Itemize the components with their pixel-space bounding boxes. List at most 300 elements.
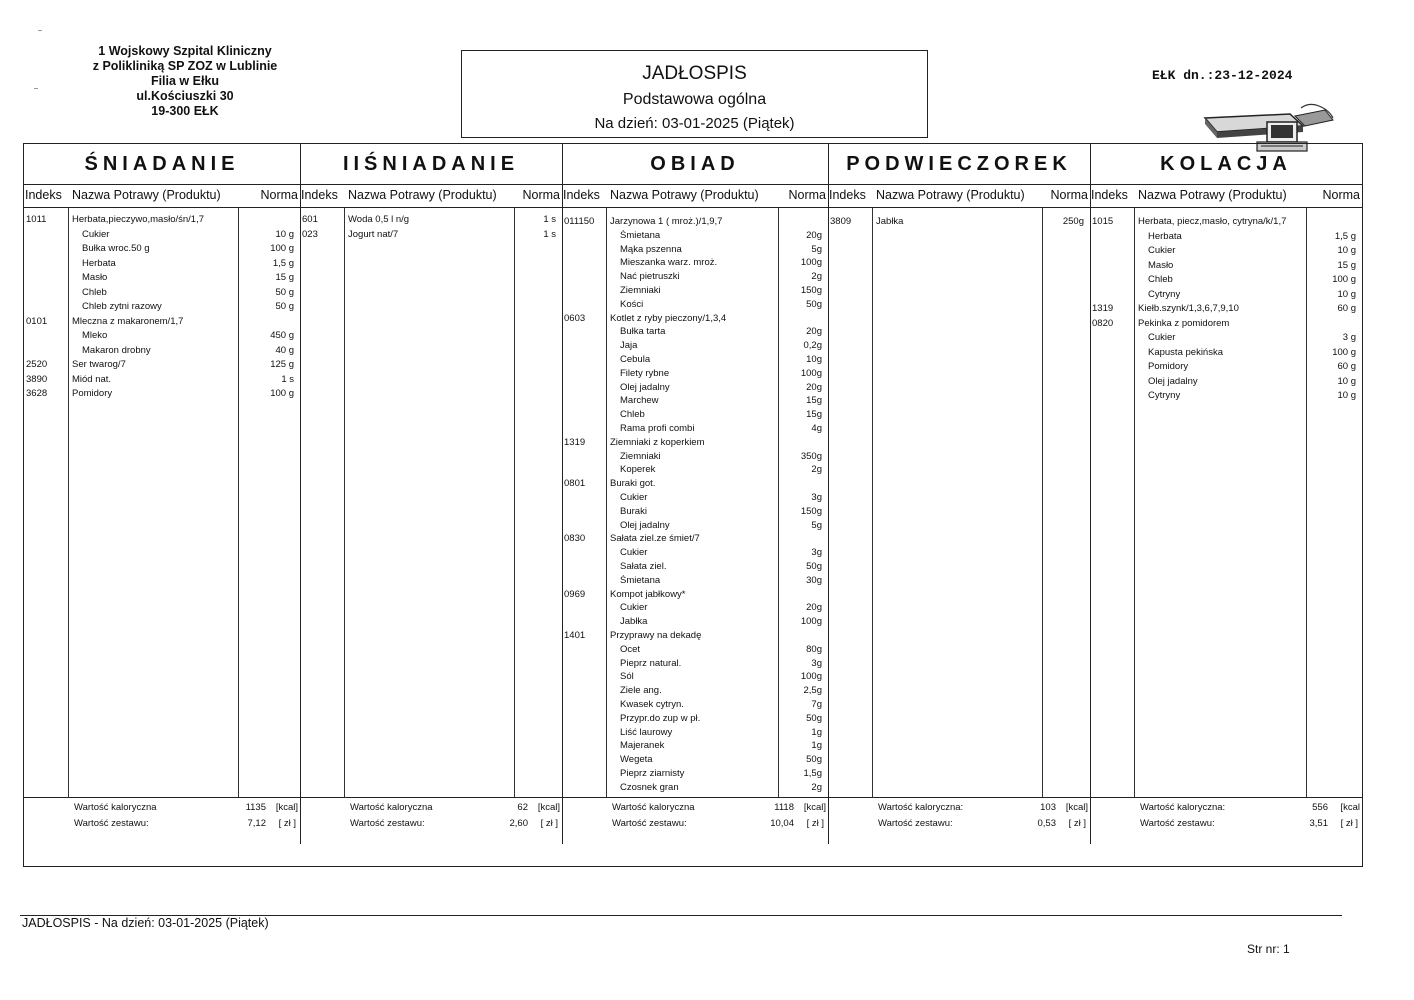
name-header: Nazwa Potrawy (Produktu) [348,188,497,202]
menu-item-row [562,547,828,561]
meal-items [1090,208,1362,798]
item-norm: 50g [806,561,822,572]
menu-item-row [562,230,828,244]
column-header-row [1090,185,1362,208]
menu-item-row [562,271,828,285]
menu-item-row [1090,216,1362,230]
menu-item-row [562,630,828,644]
kcal-value: 62 [517,802,528,813]
menu-item-row [562,285,828,299]
item-norm: 20g [806,381,822,393]
menu-item-row [1090,361,1362,375]
item-name: Olej jadalny [620,519,670,531]
item-norm: 80g [806,643,822,655]
item-name: Śmietana [620,574,661,586]
column-divider [872,208,873,798]
kcal-unit: [kcal] [537,802,560,813]
meal-items [300,208,562,798]
cost-unit: [ zł ] [540,818,558,829]
item-name: Jabłka [620,616,648,628]
kcal-value: 1135 [245,802,266,813]
menu-item-row [562,754,828,768]
kcal-unit: [kcal] [275,802,298,813]
item-name: Kompot jabłkowy* [610,588,686,600]
column-divider [344,208,345,798]
item-name: Pieprz ziarnisty [620,768,685,779]
item-name: Kotlet z ryby pieczony/1,3,4 [610,312,727,324]
menu-item-row [1090,231,1362,245]
item-norm: 100 g [1332,346,1356,358]
menu-item-row [24,243,300,257]
item-norm: 20g [806,326,822,338]
item-norm: 2g [811,464,822,476]
norm-header: Norma [1322,188,1360,202]
item-norm: 1,5 g [1334,230,1356,242]
meal-title: IIŚNIADANIE [300,144,562,185]
item-index: 0603 [564,312,586,324]
menu-item-row [562,533,828,547]
item-name: Nać pietruszki [620,271,680,283]
item-name: Masło [1148,259,1174,271]
index-header: Indeks [1091,188,1128,202]
menu-date: Na dzień: 03-01-2025 (Piątek) [594,115,795,132]
item-name: Ziele ang. [620,685,662,697]
item-name: Kiełb.szynk/1,3,6,7,9,10 [1138,303,1239,314]
item-norm: 125 g [270,359,294,370]
menu-item-row [562,368,828,382]
kcal-label: Wartość kaloryczna [350,802,433,813]
name-header: Nazwa Potrawy (Produktu) [610,188,759,202]
meal-column [1090,144,1362,866]
cost-value: 7,12 [247,818,266,829]
menu-item-row [562,520,828,534]
item-name: Ziemniaki [620,285,661,296]
item-index: 023 [302,228,318,240]
item-norm: 7g [811,699,822,710]
item-norm: 250g [1062,216,1084,227]
kcal-label: Wartość kaloryczna: [1140,802,1226,813]
item-norm: 150g [800,505,822,517]
item-name: Herbata,pieczywo,masło/śn/1,7 [72,214,205,225]
item-norm: 100g [800,671,822,683]
menu-item-row [1090,274,1362,288]
item-name: Cytryny [1148,390,1181,401]
menu-item-row [562,313,828,327]
item-norm: 50g [806,298,822,310]
hospital-line: z Polikliniką SP ZOZ w Lublinie [92,59,278,73]
item-norm: 4g [811,423,822,434]
item-index: 3628 [26,388,48,399]
cost-label: Wartość zestawu: [350,818,425,829]
meal-items [24,208,300,798]
item-name: Chleb zytni razowy [82,301,162,312]
item-name: Buraki got. [610,478,656,490]
menu-item-row [562,216,828,230]
item-norm: 100 g [270,243,294,254]
item-name: Buraki [620,505,647,517]
menu-item-row [562,589,828,603]
item-name: Sałata ziel. [620,561,667,572]
index-header: Indeks [25,188,62,202]
kcal-label: Wartość kaloryczna: [878,802,964,813]
item-norm: 2g [811,271,822,283]
item-index: 0820 [1092,317,1114,329]
menu-item-row [562,713,828,727]
menu-item-row [24,316,300,330]
menu-item-row [562,740,828,754]
kcal-value: 1118 [774,802,794,813]
item-name: Makaron drobny [82,344,151,356]
item-name: Wegeta [620,754,653,766]
scan-speck [38,30,42,31]
item-norm: 0,2g [803,340,822,352]
menu-item-row [1090,303,1362,317]
item-norm: 350g [800,450,822,462]
item-name: Cukier [620,547,648,559]
cost-value: 0,53 [1037,818,1056,829]
menu-item-row [562,395,828,409]
item-name: Pieprz natural. [620,657,682,669]
cost-unit: [ zł ] [278,818,296,829]
meal-column [562,144,829,844]
item-name: Czosnek gran [620,781,679,793]
column-header-row [828,185,1090,208]
menu-item-row [24,214,300,228]
hospital-line: 1 Wojskowy Szpital Kliniczny [98,44,272,58]
menu-item-row [24,301,300,315]
item-name: Koperek [620,464,656,476]
item-name: Olej jadalny [620,381,670,393]
item-name: Kapusta pekińska [1148,346,1223,358]
item-name: Cukier [1148,332,1176,343]
item-norm: 15 g [1337,259,1356,271]
menu-item-row [562,644,828,658]
item-name: Jabłka [876,216,904,227]
item-name: Bułka wroc.50 g [82,243,150,254]
meal-summary [562,797,828,842]
menu-item-row [562,257,828,271]
item-norm: 20g [806,229,822,241]
item-norm: 1g [811,726,822,738]
page-number: Str nr: 1 [1247,942,1290,956]
item-norm: 20g [806,602,822,614]
item-norm: 60 g [1337,303,1356,314]
menu-item-row [562,658,828,672]
menu-item-row [828,216,1090,230]
kcal-unit: [kcal] [1065,802,1088,813]
item-norm: 10 g [1337,288,1356,300]
item-name: Ziemniaki z koperkiem [610,436,705,448]
norm-header: Norma [260,188,298,202]
menu-item-row [24,272,300,286]
item-norm: 1 s [281,373,294,385]
item-norm: 50g [806,754,822,766]
meal-title: PODWIECZOREK [828,144,1090,185]
item-name: Mleczna z makaronem/1,7 [72,315,184,327]
kcal-unit: [kcal [1340,802,1360,813]
menu-item-row [1090,318,1362,332]
menu-item-row [562,492,828,506]
item-name: Pekinka z pomidorem [1138,317,1230,329]
menu-item-row [24,287,300,301]
item-norm: 10g [806,354,822,365]
cost-unit: [ zł ] [1340,818,1358,829]
item-name: Mleko [82,330,108,341]
item-name: Liść laurowy [620,726,673,738]
name-header: Nazwa Potrawy (Produktu) [72,188,221,202]
column-header-row [24,185,300,208]
item-index: 0969 [564,588,586,600]
item-norm: 30g [806,574,822,586]
menu-item-row [562,437,828,451]
menu-item-row [24,359,300,373]
item-norm: 40 g [275,344,294,356]
cost-label: Wartość zestawu: [878,818,953,829]
menu-item-row [1090,245,1362,259]
diet-name: Podstawowa ogólna [622,91,767,108]
index-header: Indeks [563,188,600,202]
item-index: 601 [302,214,318,225]
menu-item-row [1090,376,1362,390]
item-name: Cukier [620,602,648,614]
menu-item-row [24,388,300,402]
item-norm: 2,5g [803,685,822,697]
item-norm: 10 g [1337,245,1356,256]
menu-item-row [562,464,828,478]
item-name: Bułka tarta [620,326,666,338]
item-name: Ocet [620,643,641,655]
column-divider [1042,208,1043,798]
item-name: Woda 0,5 l n/g [348,214,410,225]
menu-item-row [562,699,828,713]
item-index: 2520 [26,359,48,370]
item-norm: 1 s [543,214,556,225]
cost-value: 10,04 [770,818,794,829]
item-name: Majeranek [620,740,665,752]
name-header: Nazwa Potrawy (Produktu) [1138,188,1287,202]
item-index: 1319 [1092,303,1114,314]
item-norm: 10 g [275,228,294,240]
item-norm: 100g [800,616,822,628]
item-name: Kwasek cytryn. [620,699,684,710]
norm-header: Norma [788,188,826,202]
menu-item-row [1090,260,1362,274]
item-name: Ziemniaki [620,450,661,462]
menu-item-row [562,506,828,520]
menu-table [23,143,1363,867]
item-name: Filety rybne [620,367,670,379]
menu-item-row [562,423,828,437]
index-header: Indeks [829,188,866,202]
meal-column [24,144,301,844]
menu-item-row [562,616,828,630]
item-index: 1015 [1092,216,1114,227]
item-name: Cukier [620,492,648,503]
item-norm: 10 g [1337,375,1356,387]
kcal-label: Wartość kaloryczna [74,802,157,813]
index-header: Indeks [301,188,338,202]
menu-item-row [562,299,828,313]
menu-item-row [1090,332,1362,346]
item-name: Herbata [82,257,116,269]
item-norm: 50g [806,712,822,724]
item-norm: 100 g [1332,274,1356,285]
menu-item-row [24,374,300,388]
cost-value: 3,51 [1309,818,1328,829]
hospital-address [60,44,310,119]
item-name: Rama profi combi [620,423,695,434]
kcal-unit: [kcal] [803,802,826,813]
menu-item-row [562,685,828,699]
meal-summary [1090,797,1362,842]
item-name: Marchew [620,395,659,407]
hospital-line: ul.Kościuszki 30 [136,89,234,103]
item-index: 1011 [26,214,47,225]
item-norm: 1 s [543,228,556,240]
item-norm: 60 g [1337,361,1356,372]
item-name: Olej jadalny [1148,375,1198,387]
item-norm: 100g [800,367,822,379]
item-norm: 15g [806,409,822,421]
cost-label: Wartość zestawu: [74,818,149,829]
document-title: JADŁOSPIS [642,63,747,84]
menu-item-row [1090,289,1362,303]
menu-item-row [562,727,828,741]
norm-header: Norma [522,188,560,202]
item-name: Cukier [82,228,110,240]
item-norm: 1,5 g [272,257,294,269]
item-name: Pomidory [1148,361,1189,372]
item-name: Sól [620,671,634,683]
item-name: Herbata [1148,230,1182,242]
item-norm: 50 g [275,301,294,312]
meal-summary [24,797,300,842]
item-norm: 3g [811,657,822,669]
item-name: Ser twarog/7 [72,359,126,370]
item-index: 1401 [564,630,586,641]
hospital-line: Filia w Ełku [150,74,220,88]
menu-item-row [562,561,828,575]
item-name: Cukier [1148,245,1176,256]
meal-items [828,208,1090,798]
item-norm: 3g [811,492,822,503]
item-norm: 10 g [1337,390,1356,401]
meal-items [562,208,828,798]
meal-column [828,144,1091,844]
item-norm: 3 g [1342,332,1356,343]
item-name: Miód nat. [72,373,112,385]
item-index: 3809 [830,216,852,227]
norm-header: Norma [1050,188,1088,202]
title-box [461,50,928,138]
item-name: Jarzynowa 1 ( mroż.)/1,9,7 [610,216,723,227]
item-index: 011150 [564,216,595,227]
item-index: 0801 [564,478,586,490]
issue-date-stamp: EŁK dn.:23-12-2024 [1152,68,1293,83]
cost-value: 2,60 [509,818,528,829]
hospital-line: 19-300 EŁK [151,104,219,118]
meal-title: ŚNIADANIE [24,144,300,185]
column-divider [514,208,515,798]
meal-summary [828,797,1090,842]
item-name: Jogurt nat/7 [348,228,399,240]
menu-item-row [562,768,828,782]
item-index: 1319 [564,436,586,448]
item-norm: 5g [811,243,822,255]
menu-item-row [24,345,300,359]
item-norm: 100g [800,257,822,269]
item-name: Herbata, piecz,masło, cytryna/k/1,7 [1138,216,1287,227]
menu-item-row [24,258,300,272]
item-index: 0830 [564,533,586,545]
menu-item-row [1090,390,1362,404]
cost-label: Wartość zestawu: [1140,818,1215,829]
menu-item-row [562,244,828,258]
item-name: Mieszanka warz. mroż. [620,257,718,269]
menu-item-row [562,478,828,492]
footer-text: JADŁOSPIS - Na dzień: 03-01-2025 (Piątek) [22,916,269,930]
item-norm: 15g [806,395,822,407]
menu-item-row [562,671,828,685]
item-name: Mąka pszenna [620,243,682,255]
menu-item-row [562,354,828,368]
item-norm: 450 g [270,330,294,341]
item-name: Przyprawy na dekadę [610,630,702,641]
kcal-value: 556 [1312,802,1328,813]
item-name: Chleb [82,286,107,298]
item-norm: 1,5g [803,768,822,779]
item-norm: 2g [811,781,822,793]
meal-title: OBIAD [562,144,828,185]
item-norm: 5g [811,519,822,531]
item-name: Kości [620,298,644,310]
item-name: Pomidory [72,388,113,399]
item-norm: 50 g [275,286,294,298]
item-norm: 150g [800,285,822,296]
item-index: 0101 [26,315,48,327]
menu-item-row [562,340,828,354]
cost-unit: [ zł ] [806,818,824,829]
menu-item-row [562,575,828,589]
item-norm: 15 g [275,272,294,283]
item-name: Chleb [1148,274,1173,285]
cost-unit: [ zł ] [1068,818,1086,829]
item-name: Masło [82,272,108,283]
menu-item-row [24,229,300,243]
menu-item-row [562,782,828,796]
menu-item-row [1090,347,1362,361]
menu-item-row [562,326,828,340]
menu-item-row [562,602,828,616]
kcal-label: Wartość kaloryczna [612,802,695,813]
item-norm: 3g [811,547,822,559]
cost-label: Wartość zestawu: [612,818,687,829]
item-name: Sałata ziel.ze śmiet/7 [610,533,700,545]
meal-column [300,144,563,844]
menu-item-row [562,451,828,465]
menu-item-row [562,409,828,423]
menu-item-row [300,214,562,228]
item-norm: 100 g [270,388,294,399]
column-header-row [300,185,562,208]
menu-item-row [562,382,828,396]
menu-item-row [24,330,300,344]
item-name: Cebula [620,354,651,365]
item-norm: 1g [811,740,822,752]
item-name: Cytryny [1148,288,1181,300]
kcal-value: 103 [1040,802,1056,813]
meal-title: KOLACJA [1090,144,1362,185]
